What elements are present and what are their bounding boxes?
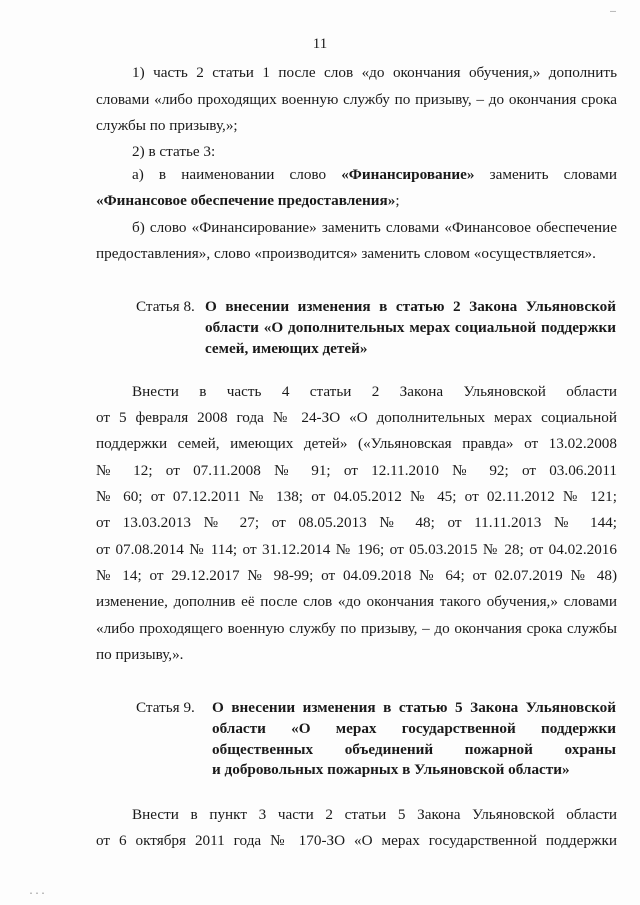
text-line: б) слово «Финансирование» заменить словами «Финансовое обеспечение: [132, 219, 617, 236]
bold-term: «Финансирование»: [341, 166, 475, 183]
text-line: службы по призыву,»;: [96, 117, 238, 134]
text-line: от 13.03.2013 № 27; от 08.05.2013 № 48; от 11.11.2013 № 144;: [96, 514, 617, 531]
article-label: Статья 9.: [136, 699, 195, 716]
scan-mark: —: [610, 6, 617, 17]
article-title: и добровольных пожарных в Ульяновской области»: [212, 761, 570, 778]
text-line: «либо проходящего военную службу по призыву, – до окончания срока службы: [96, 620, 617, 637]
text-line: № 14; от 29.12.2017 № 98-99; от 04.09.2018 № 64; от 02.07.2019 № 48): [96, 567, 617, 584]
text-line: 1) часть 2 статьи 1 после слов «до окончания обучения,» дополнить: [132, 64, 617, 81]
text-fragment: ;: [395, 192, 400, 209]
text-line: Внести в пункт 3 части 2 статьи 5 Закона Ульяновской области: [132, 806, 617, 823]
text-line: [96, 192, 617, 210]
article-title: области «О мерах государственной поддержки: [212, 720, 616, 737]
scan-mark: ...: [28, 886, 47, 897]
article-title: О внесении изменения в статью 2 Закона Ульяновской: [205, 298, 616, 315]
text-line: по призыву,».: [96, 646, 184, 663]
text-line: № 12; от 07.11.2008 № 91; от 12.11.2010 № 92; от 03.06.2011: [96, 462, 617, 479]
text-line: изменение, дополнив её после слов «до окончания такого обучения,» словами: [96, 593, 617, 610]
text-fragment: заменить словами: [474, 166, 617, 183]
page-number: 11: [312, 36, 328, 52]
article-title: общественных объединений пожарной охраны: [212, 741, 616, 758]
article-title: семей, имеющих детей»: [205, 340, 368, 357]
text-line: 2) в статье 3:: [132, 143, 216, 160]
text-fragment: а) в наименовании слово: [132, 166, 342, 183]
text-line: Внести в часть 4 статьи 2 Закона Ульяновской области: [132, 383, 617, 400]
article-label: Статья 8.: [136, 298, 195, 315]
text-line: от 6 октября 2011 года № 170-ЗО «О мерах государственной поддержки: [96, 832, 617, 849]
bold-term: «Финансовое обеспечение предоставления»: [96, 192, 396, 209]
text-line: от 07.08.2014 № 114; от 31.12.2014 № 196; от 05.03.2015 № 28; от 04.02.2016: [96, 541, 617, 558]
article-title: О внесении изменения в статью 5 Закона Ульяновской: [212, 699, 616, 716]
text-line: словами «либо проходящих военную службу по призыву, – до окончания срока: [96, 91, 617, 108]
article-title: области «О дополнительных мерах социальной поддержки: [205, 319, 616, 336]
text-line: от 5 февраля 2008 года № 24-ЗО «О дополнительных мерах социальной: [96, 409, 617, 426]
text-line: [132, 166, 617, 184]
text-line: № 60; от 07.12.2011 № 138; от 04.05.2012 № 45; от 02.11.2012 № 121;: [96, 488, 617, 505]
text-line: поддержки семей, имеющих детей» («Ульяновская правда» от 13.02.2008: [96, 435, 617, 452]
text-line: предоставления», слово «производится» заменить словом «осуществляется».: [96, 245, 596, 262]
